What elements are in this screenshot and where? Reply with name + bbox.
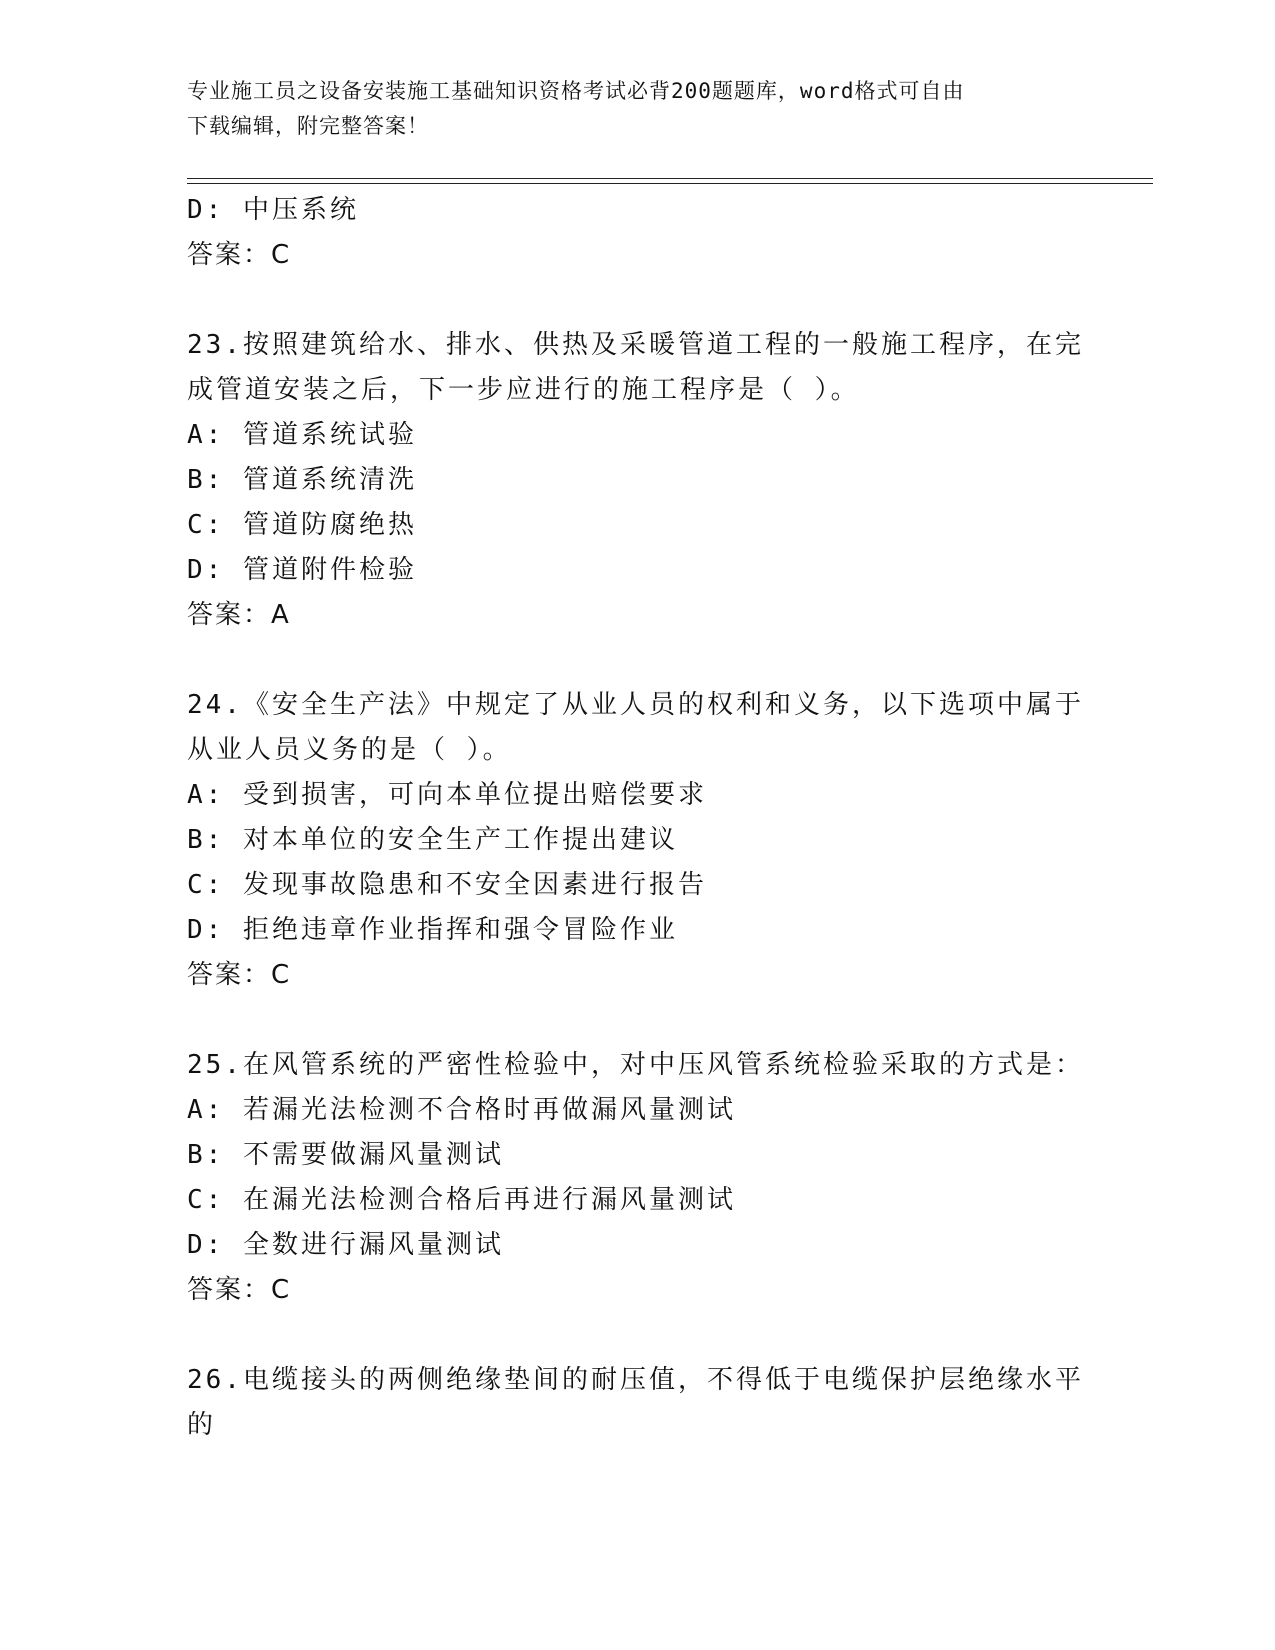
question-25 [187,1043,1087,1313]
question-25-option-c: C: 在漏光法检测合格后再进行漏风量测试 [187,1185,736,1215]
question-25-option-b: B: 不需要做漏风量测试 [187,1140,504,1170]
question-23-option-c: C: 管道防腐绝热 [187,510,417,540]
question-25-text-line-1: 25.在风管系统的严密性检验中，对中压风管系统检验采取的方式是： [187,1050,1084,1080]
question-23-option-d: D: 管道附件检验 [187,555,417,585]
question-24-text-line-1: 24.《安全生产法》中规定了从业人员的权利和义务，以下选项中属于 [187,690,1084,720]
header-line-1: 专业施工员之设备安装施工基础知识资格考试必背200题题库，word格式可自由 [187,79,965,103]
prev-answer: 答案：C [187,240,292,270]
question-26-text-line-2: 的 [187,1410,217,1440]
question-25-option-a: A: 若漏光法检测不合格时再做漏风量测试 [187,1095,736,1125]
prev-option-d: D: 中压系统 [187,195,359,225]
header-rule-top [187,178,1153,179]
question-24-text-line-2: 从业人员义务的是（ ）。 [187,735,512,765]
question-25-option-d: D: 全数进行漏风量测试 [187,1230,504,1260]
question-23-text-line-2: 成管道安装之后，下一步应进行的施工程序是（ ）。 [187,375,860,405]
header-line-2: 下载编辑，附完整答案！ [187,114,429,138]
document-body [187,188,1087,1448]
question-24-option-b: B: 对本单位的安全生产工作提出建议 [187,825,678,855]
question-26 [187,1358,1087,1448]
question-23-text-line-1: 23.按照建筑给水、排水、供热及采暖管道工程的一般施工程序，在完 [187,330,1084,360]
question-26-text-line-1: 26.电缆接头的两侧绝缘垫间的耐压值，不得低于电缆保护层绝缘水平 [187,1365,1084,1395]
question-23-option-a: A: 管道系统试验 [187,420,417,450]
header-rule-bottom [187,183,1153,184]
question-24-option-d: D: 拒绝违章作业指挥和强令冒险作业 [187,915,678,945]
question-25-answer: 答案：C [187,1275,292,1305]
question-24 [187,683,1087,998]
question-23-answer: 答案：A [187,600,291,630]
question-24-option-a: A: 受到损害，可向本单位提出赔偿要求 [187,780,707,810]
question-24-answer: 答案：C [187,960,292,990]
question-24-option-c: C: 发现事故隐患和不安全因素进行报告 [187,870,707,900]
question-23-option-b: B: 管道系统清洗 [187,465,417,495]
document-header [187,74,1067,144]
question-23 [187,323,1087,638]
